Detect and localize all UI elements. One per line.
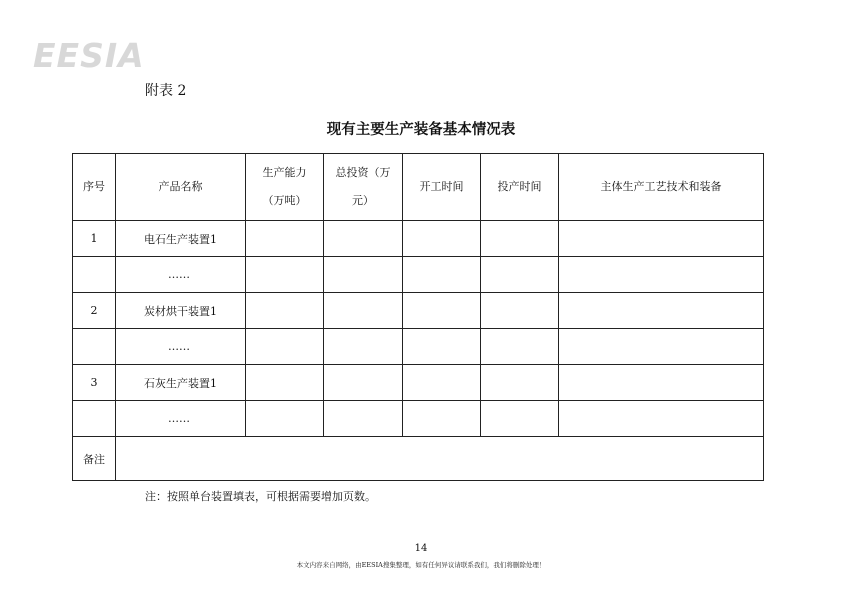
- row-seq: [73, 329, 116, 365]
- row-seq: [73, 401, 116, 437]
- table-row: [73, 293, 764, 329]
- cell-start-time[interactable]: [403, 329, 481, 365]
- cell-capacity[interactable]: [246, 329, 324, 365]
- cell-start-time[interactable]: [403, 257, 481, 293]
- cell-main-tech[interactable]: [559, 293, 764, 329]
- table-header-row: [73, 154, 764, 221]
- cell-start-time[interactable]: [403, 365, 481, 401]
- cell-capacity[interactable]: [246, 365, 324, 401]
- cell-capacity[interactable]: [246, 221, 324, 257]
- header-seq: 序号: [73, 154, 116, 221]
- document-title: 现有主要生产装备基本情况表: [326, 122, 516, 138]
- header-investment-line2: 元）: [352, 194, 374, 207]
- appendix-label: 附表 2: [145, 83, 187, 99]
- row-product-name: 炭材烘干装置1: [116, 293, 246, 329]
- row-seq: 3: [73, 365, 116, 401]
- row-product-name: ……: [116, 257, 246, 293]
- cell-investment[interactable]: [324, 221, 403, 257]
- row-product-name: 电石生产装置1: [116, 221, 246, 257]
- remarks-row: [73, 437, 764, 481]
- table-row: [73, 401, 764, 437]
- header-start-time: 开工时间: [403, 154, 481, 221]
- equipment-table: [72, 153, 764, 481]
- cell-production-time[interactable]: [481, 401, 559, 437]
- table-row: [73, 257, 764, 293]
- cell-capacity[interactable]: [246, 293, 324, 329]
- header-investment: [324, 154, 403, 221]
- cell-start-time[interactable]: [403, 221, 481, 257]
- cell-main-tech[interactable]: [559, 365, 764, 401]
- cell-investment[interactable]: [324, 293, 403, 329]
- cell-investment[interactable]: [324, 329, 403, 365]
- row-seq: [73, 257, 116, 293]
- header-production-time: 投产时间: [481, 154, 559, 221]
- cell-main-tech[interactable]: [559, 329, 764, 365]
- cell-production-time[interactable]: [481, 329, 559, 365]
- remarks-label: 备注: [73, 437, 116, 481]
- footer-disclaimer: 本文内容来自网络，由EESIA搜集整理，如有任何异议请联系我们，我们将删除处理！: [296, 561, 546, 569]
- cell-main-tech[interactable]: [559, 257, 764, 293]
- remarks-cell[interactable]: [116, 437, 764, 481]
- cell-capacity[interactable]: [246, 401, 324, 437]
- header-capacity-line2: （万吨）: [262, 194, 307, 207]
- cell-production-time[interactable]: [481, 221, 559, 257]
- row-product-name: 石灰生产装置1: [116, 365, 246, 401]
- header-capacity-line1: 生产能力: [262, 166, 307, 179]
- cell-investment[interactable]: [324, 257, 403, 293]
- cell-main-tech[interactable]: [559, 401, 764, 437]
- cell-investment[interactable]: [324, 401, 403, 437]
- eesia-watermark-logo: EESIA: [33, 36, 145, 75]
- table-row: [73, 329, 764, 365]
- row-product-name: ……: [116, 329, 246, 365]
- row-seq: 2: [73, 293, 116, 329]
- table-note: 注：按照单台装置填表，可根据需要增加页数。: [145, 490, 376, 503]
- table-row: [73, 221, 764, 257]
- cell-start-time[interactable]: [403, 401, 481, 437]
- header-capacity: [246, 154, 324, 221]
- cell-capacity[interactable]: [246, 257, 324, 293]
- page-number: 14: [414, 543, 428, 554]
- header-product-name: 产品名称: [116, 154, 246, 221]
- cell-production-time[interactable]: [481, 365, 559, 401]
- header-investment-line1: 总投资（万: [335, 166, 391, 179]
- header-main-tech: 主体生产工艺技术和装备: [559, 154, 764, 221]
- row-seq: 1: [73, 221, 116, 257]
- cell-production-time[interactable]: [481, 257, 559, 293]
- row-product-name: ……: [116, 401, 246, 437]
- cell-investment[interactable]: [324, 365, 403, 401]
- cell-start-time[interactable]: [403, 293, 481, 329]
- cell-main-tech[interactable]: [559, 221, 764, 257]
- table-row: [73, 365, 764, 401]
- cell-production-time[interactable]: [481, 293, 559, 329]
